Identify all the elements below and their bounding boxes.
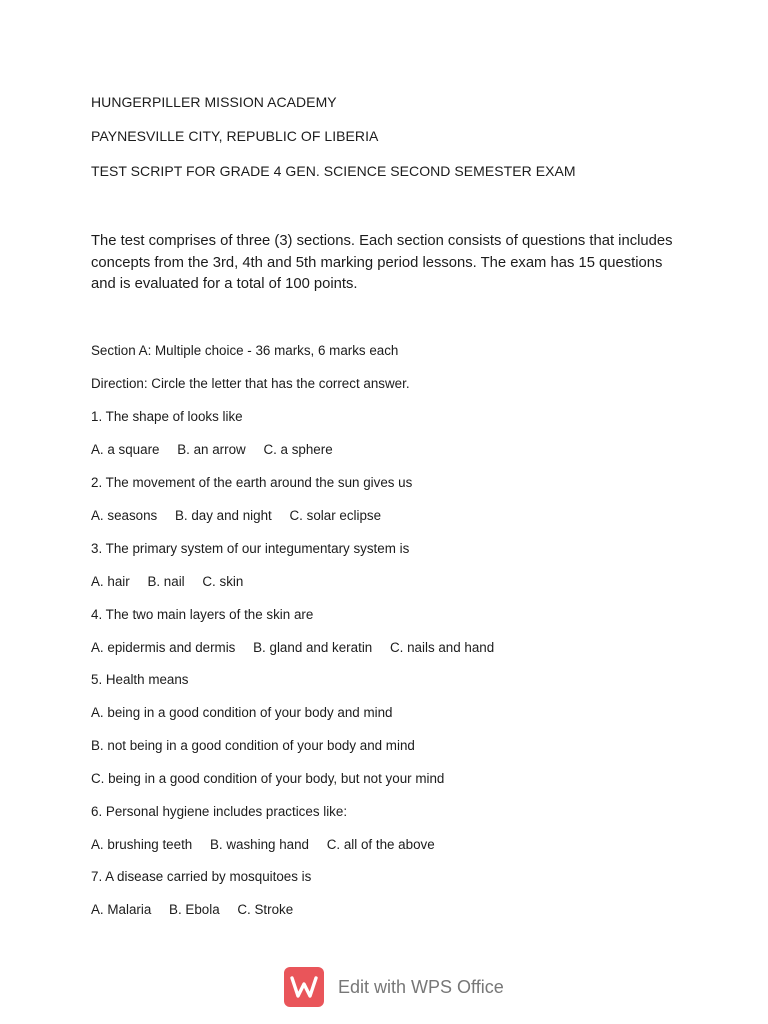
option: B. Ebola	[169, 902, 220, 917]
option: A. brushing teeth	[91, 837, 193, 852]
option: C. all of the above	[326, 837, 435, 852]
question-5-option-b: B. not being in a good condition of your body and mind	[91, 738, 415, 753]
wps-logo-icon	[284, 967, 324, 1007]
question-2-options	[91, 508, 381, 523]
question-7: 7. A disease carried by mosquitoes is	[91, 869, 312, 884]
question-7-options	[91, 902, 293, 917]
section-a-heading: Section A: Multiple choice - 36 marks, 6 marks each	[91, 343, 399, 358]
option: A. epidermis and dermis	[91, 640, 236, 655]
option: A. hair	[91, 574, 130, 589]
question-5-option-a: A. being in a good condition of your body and mind	[91, 705, 393, 720]
wps-edit-label[interactable]: Edit with WPS Office	[338, 976, 504, 997]
question-4: 4. The two main layers of the skin are	[91, 607, 314, 622]
school-location: PAYNESVILLE CITY, REPUBLIC OF LIBERIA	[91, 128, 379, 144]
wps-w-icon	[289, 972, 319, 1002]
option: B. nail	[147, 574, 185, 589]
option: A. a square	[91, 442, 160, 457]
intro-paragraph: The test comprises of three (3) sections. Each section consists of questions that includes concepts from the 3rd, 4th and 5th marking period lessons. The exam has 15 questions and is evaluated for a total of 100 points.	[91, 233, 673, 292]
question-1-options	[91, 442, 333, 457]
option: B. day and night	[174, 508, 272, 523]
question-5-option-c: C. being in a good condition of your body, but not your mind	[91, 771, 445, 786]
option: A. Malaria	[91, 902, 152, 917]
exam-title: TEST SCRIPT FOR GRADE 4 GEN. SCIENCE SECOND SEMESTER EXAM	[91, 163, 576, 179]
option: C. skin	[202, 574, 244, 589]
option: C. Stroke	[237, 902, 294, 917]
option: A. seasons	[91, 508, 158, 523]
option: C. nails and hand	[389, 640, 495, 655]
question-2: 2. The movement of the earth around the sun gives us	[91, 475, 413, 490]
option: C. a sphere	[263, 442, 333, 457]
question-1: 1. The shape of looks like	[91, 409, 243, 424]
section-a-direction: Direction: Circle the letter that has the correct answer.	[91, 376, 410, 391]
question-6: 6. Personal hygiene includes practices like:	[91, 804, 348, 819]
option: B. washing hand	[209, 837, 309, 852]
question-3-options	[91, 574, 243, 589]
wps-watermark[interactable]	[284, 966, 504, 1008]
question-4-options	[91, 640, 494, 655]
question-5: 5. Health means	[91, 672, 189, 687]
question-3: 3. The primary system of our integumentary system is	[91, 541, 410, 556]
option: C. solar eclipse	[289, 508, 382, 523]
question-6-options	[91, 837, 435, 852]
school-name: HUNGERPILLER MISSION ACADEMY	[91, 94, 337, 110]
option: B. gland and keratin	[253, 640, 373, 655]
option: B. an arrow	[177, 442, 246, 457]
